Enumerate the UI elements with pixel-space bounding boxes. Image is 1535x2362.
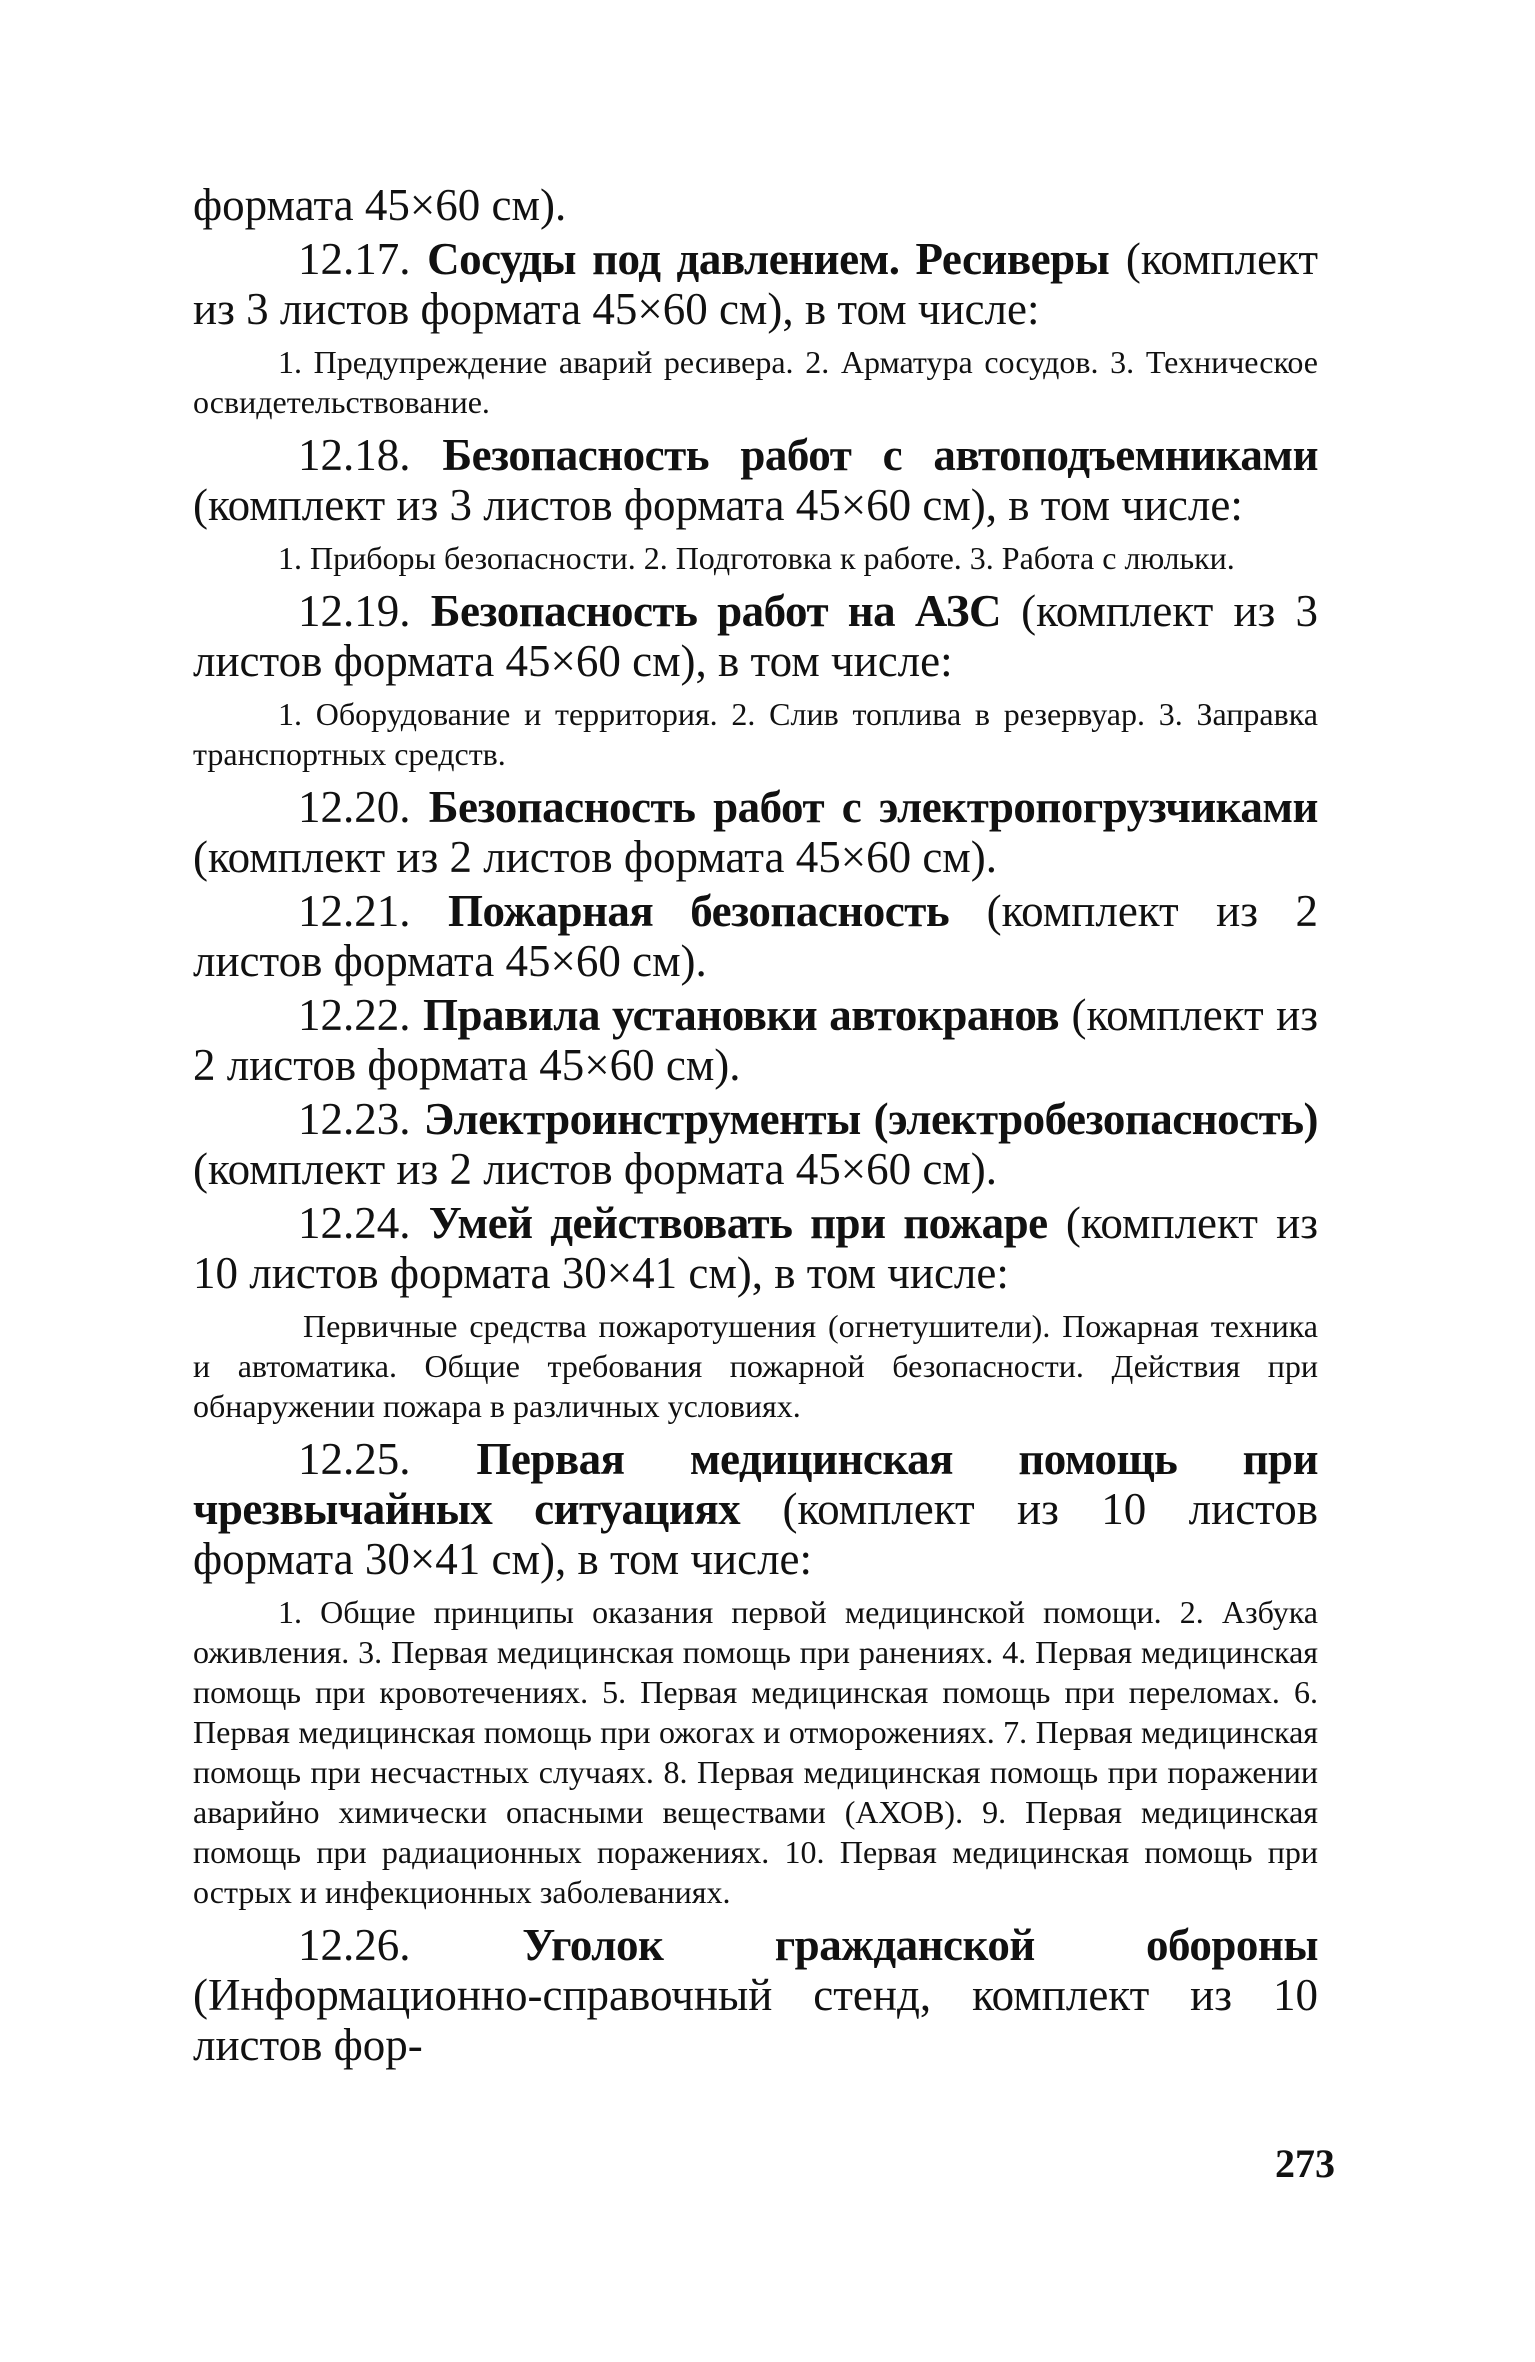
item-12-19 bbox=[193, 586, 1318, 686]
item-details: 1. Приборы безопасности. 2. Подготовка к работе. 3. Работа с люльки. bbox=[278, 540, 1235, 576]
item-text: (Информационно-справочный стенд, комплект из 10 листов фор- bbox=[193, 1970, 1318, 2070]
item-12-22 bbox=[193, 990, 1318, 1090]
item-details: 1. Предупреждение аварий ресивера. 2. Арматура сосудов. 3. Техническое освидетельствование. bbox=[193, 344, 1318, 420]
item-details: Первичные средства пожаротушения (огнетушители). Пожарная техника и автоматика. Общие требования пожарной безопасности. Действия при обнаружении пожара в различных условиях. bbox=[193, 1308, 1318, 1424]
item-number: 12.18. bbox=[298, 430, 411, 480]
item-title: Уголок гражданской обороны bbox=[522, 1920, 1318, 1970]
item-title: Электроинструменты (электробезопасность) bbox=[423, 1094, 1319, 1144]
item-title: Пожарная безопасность bbox=[447, 886, 950, 936]
item-text: (комплект из 2 листов формата 45×60 см). bbox=[193, 990, 1318, 1090]
item-title: Безопасность работ с электропогрузчиками bbox=[428, 782, 1318, 832]
item-text: (комплект из 10 листов формата 30×41 см), в том числе: bbox=[193, 1484, 1318, 1584]
item-number: 12.20. bbox=[298, 782, 411, 832]
item-details: 1. Общие принципы оказания первой медицинской помощи. 2. Азбука оживления. 3. Первая медицинская помощь при ранениях. 4. Первая медицинская помощь при кровотечениях. 5. Первая медицинская помощь при переломах. 6. Первая медицинская помощь при ожогах и отморожениях. 7. Первая медицинская помощь при несчастных случаях. 8. Первая медицинская помощь при поражении аварийно химически опасными веществами (АХОВ). 9. Первая медицинская помощь при радиационных поражениях. 10. Первая медицинская помощь при острых и инфекционных заболеваниях. bbox=[193, 1594, 1318, 1910]
item-number: 12.24. bbox=[298, 1198, 411, 1248]
item-12-17 bbox=[193, 234, 1318, 334]
item-title: Умей действовать при пожаре bbox=[428, 1198, 1048, 1248]
item-text: (комплект из 2 листов формата 45×60 см). bbox=[193, 886, 1318, 986]
item-text: (комплект из 3 листов формата 45×60 см), в том числе: bbox=[193, 480, 1243, 530]
item-text: (комплект из 2 листов формата 45×60 см). bbox=[193, 832, 998, 882]
item-12-23 bbox=[193, 1094, 1318, 1194]
item-details: 1. Оборудование и территория. 2. Слив топлива в резервуар. 3. Заправка транспортных средств. bbox=[193, 696, 1318, 772]
item-12-18 bbox=[193, 430, 1318, 530]
page-body bbox=[193, 180, 1318, 2070]
item-text: (комплект из 2 листов формата 45×60 см). bbox=[193, 1144, 998, 1194]
item-12-25 bbox=[193, 1434, 1318, 1584]
item-12-21 bbox=[193, 886, 1318, 986]
item-text: (комплект из 3 листов формата 45×60 см), в том числе: bbox=[193, 234, 1318, 334]
item-number: 12.25. bbox=[298, 1434, 411, 1484]
item-text: (комплект из 10 листов формата 30×41 см), в том числе: bbox=[193, 1198, 1319, 1298]
page-number: 273 bbox=[1275, 2141, 1335, 2186]
item-number: 12.19. bbox=[298, 586, 411, 636]
item-number: 12.17. bbox=[298, 234, 411, 284]
item-number: 12.21. bbox=[298, 886, 411, 936]
item-12-24 bbox=[193, 1198, 1318, 1298]
item-number: 12.23. bbox=[298, 1094, 411, 1144]
item-text: (комплект из 3 листов формата 45×60 см), в том числе: bbox=[193, 586, 1319, 686]
item-title: Сосуды под давлением. Ресиверы bbox=[427, 234, 1110, 284]
item-number: 12.22. bbox=[298, 990, 411, 1040]
item-number: 12.26. bbox=[298, 1920, 411, 1970]
lead-fragment: формата 45×60 см). bbox=[193, 180, 567, 230]
item-12-26 bbox=[193, 1920, 1318, 2070]
item-title: Безопасность работ с автоподъемниками bbox=[442, 430, 1319, 480]
item-title: Правила установки автокранов bbox=[423, 990, 1059, 1040]
item-title: Первая медицинская помощь при чрезвычайных ситуациях bbox=[193, 1434, 1318, 1534]
item-title: Безопасность работ на АЗС bbox=[430, 586, 1001, 636]
item-12-20 bbox=[193, 782, 1318, 882]
